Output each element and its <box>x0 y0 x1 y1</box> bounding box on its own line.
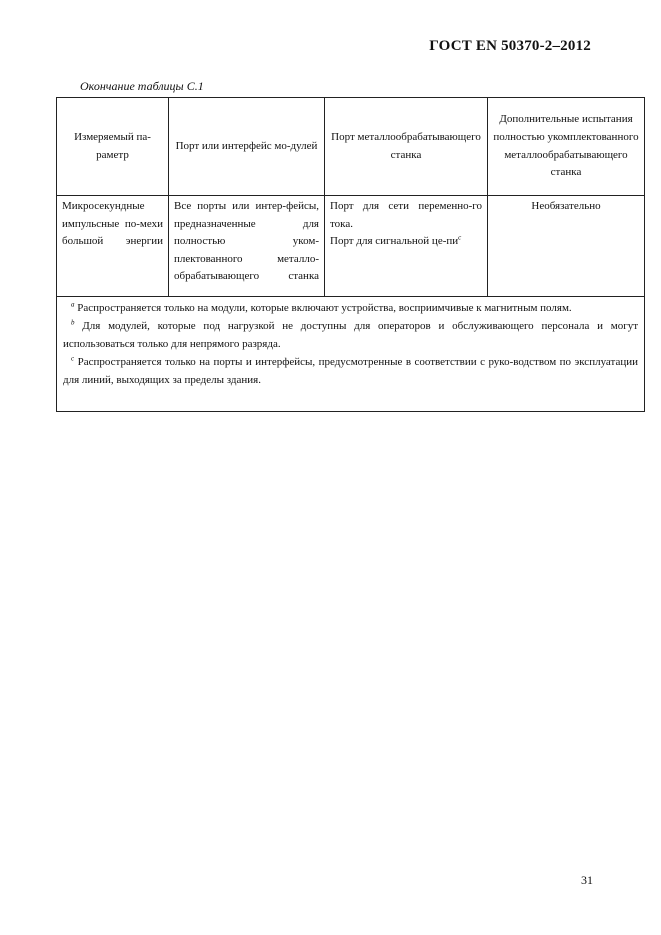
footnote-mark-a: a <box>71 300 75 309</box>
footnote-a-text: Распространяется только на модули, которые включают устройства, восприимчивые к магнитным полям. <box>77 302 572 314</box>
footnote-ref-c: c <box>458 233 462 242</box>
column-header-module-port: Порт или интерфейс мо-дулей <box>169 98 325 196</box>
cell-parameter: Микросекундные импульсные по-мехи большой энергии <box>57 196 169 297</box>
page-number: 31 <box>581 873 593 887</box>
table-header-row <box>57 98 645 196</box>
cell-machine-port-line2-wrap <box>330 233 482 251</box>
footnote-mark-b: b <box>71 318 75 327</box>
cell-module-port: Все порты или интер-фейсы, предназначенные для полностью уком-плектованного металло-обрабатывающего станка <box>169 196 325 297</box>
cell-additional: Необязательно <box>488 196 645 297</box>
footnote-c <box>63 353 638 389</box>
table-caption: Окончание таблицы С.1 <box>80 79 204 93</box>
footnote-a <box>63 299 638 317</box>
document-number: ГОСТ EN 50370-2–2012 <box>429 38 591 54</box>
footnote-c-text: Распространяется только на порты и интерфейсы, предусмотренные в соответствии с руко-водством по эксплуатации для линий, выходящих за пределы здания. <box>63 356 639 386</box>
column-header-parameter: Измеряемый па-раметр <box>57 98 169 196</box>
table-notes-row <box>57 297 645 412</box>
table-notes <box>57 297 645 412</box>
cell-machine-port <box>325 196 488 297</box>
cell-machine-port-line1: Порт для сети переменно-го тока. <box>330 200 482 230</box>
column-header-additional-tests: Дополнительные испытания полностью укомплектованного металлообрабатывающего станка <box>488 98 645 196</box>
table-row <box>57 196 645 297</box>
footnote-b <box>63 317 638 353</box>
footnote-mark-c: c <box>71 354 75 363</box>
cell-machine-port-line2: Порт для сигнальной це-пи <box>330 235 459 248</box>
table-c1 <box>56 97 645 412</box>
column-header-machine-port: Порт металлообрабатывающего станка <box>325 98 488 196</box>
footnote-b-text: Для модулей, которые под нагрузкой не доступны для операторов и обслуживающего персонала и могут использоваться только для непрямого разряда. <box>63 320 639 350</box>
